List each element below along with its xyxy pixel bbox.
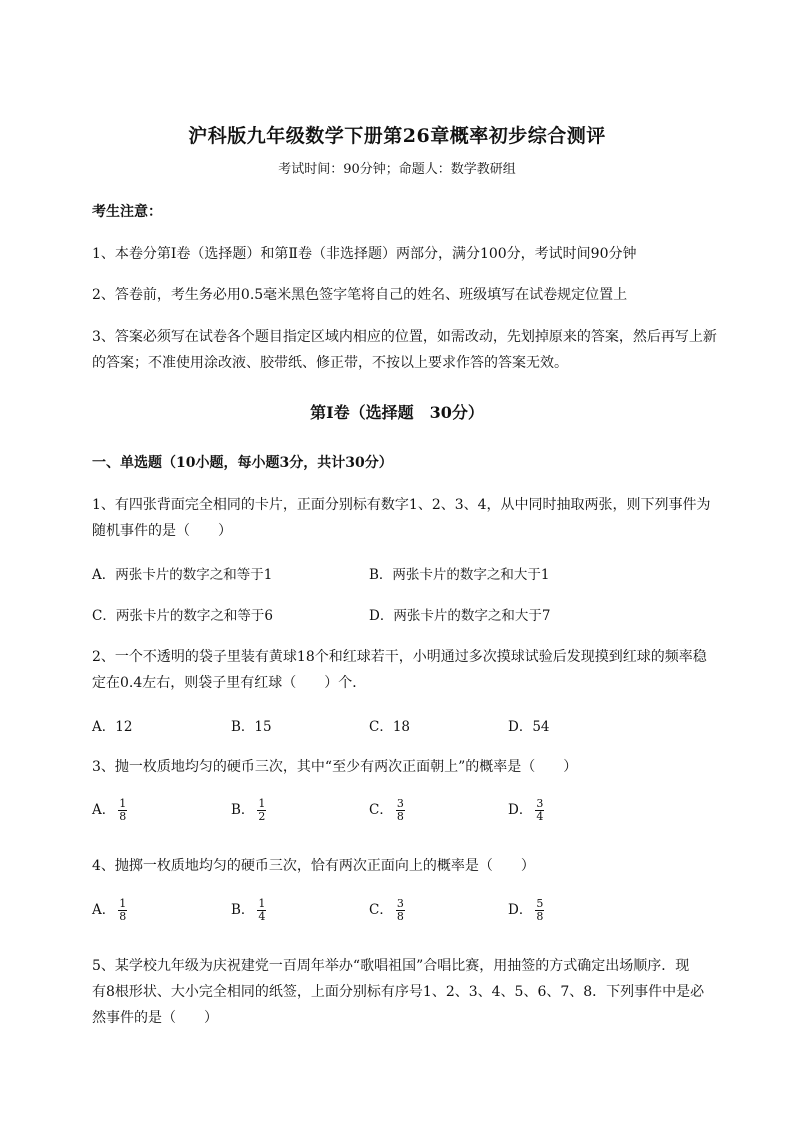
q3-option-c-label: C． xyxy=(369,802,393,818)
q3-option-a xyxy=(92,798,127,823)
fraction xyxy=(257,798,266,823)
q3-option-c xyxy=(369,798,405,823)
q2-option-c: C．18 xyxy=(369,719,411,735)
fraction-denominator: 2 xyxy=(258,810,266,823)
q5-stem: 5、某学校九年级为庆祝建党一百周年举办“歌唱祖国”合唱比赛，用抽签的方式确定出场顺序．现 xyxy=(92,958,690,974)
q4-option-b xyxy=(231,898,266,923)
page-title: 沪科版九年级数学下册第26章概率初步综合测评 xyxy=(188,125,606,147)
fraction-denominator: 8 xyxy=(536,910,544,923)
q4-option-a xyxy=(92,898,127,923)
section-title: 第I卷（选择题 30分） xyxy=(310,403,484,422)
q2-option-a: A．12 xyxy=(92,719,133,735)
fraction-denominator: 8 xyxy=(119,810,127,823)
fraction xyxy=(535,798,544,823)
q4-option-b-label: B． xyxy=(231,902,255,918)
q4-option-a-label: A． xyxy=(92,902,116,918)
q1-option-a: A．两张卡片的数字之和等于1 xyxy=(92,567,273,583)
q4-option-c xyxy=(369,898,405,923)
fraction xyxy=(396,798,405,823)
notice-item-3-cont: 的答案；不准使用涂改液、胶带纸、修正带，不按以上要求作答的答案无效。 xyxy=(92,355,568,371)
q3-option-b xyxy=(231,798,266,823)
fraction-denominator: 4 xyxy=(536,810,544,823)
q4-option-d-label: D． xyxy=(508,902,533,918)
q4-option-d xyxy=(508,898,544,923)
q3-option-a-label: A． xyxy=(92,802,116,818)
q2-option-d: D．54 xyxy=(508,719,550,735)
q1-option-c: C．两张卡片的数字之和等于6 xyxy=(92,608,273,624)
fraction-numerator: 1 xyxy=(258,797,266,810)
q1-option-b: B．两张卡片的数字之和大于1 xyxy=(369,567,550,583)
q2-option-b: B．15 xyxy=(231,719,272,735)
q3-option-b-label: B． xyxy=(231,802,255,818)
notice-item-3: 3、答案必须写在试卷各个题目指定区域内相应的位置，如需改动，先划掉原来的答案，然后再写上新 xyxy=(92,329,717,345)
q1-stem-cont: 随机事件的是（ ） xyxy=(92,523,232,539)
fraction-numerator: 3 xyxy=(396,897,404,910)
notice-item-2: 2、答卷前，考生务必用0.5毫米黑色签字笔将自己的姓名、班级填写在试卷规定位置上 xyxy=(92,287,628,303)
exam-info: 考试时间：90分钟；命题人：数学教研组 xyxy=(278,162,516,177)
fraction xyxy=(257,898,266,923)
q5-stem-cont: 有8根形状、大小完全相同的纸签，上面分别标有序号1、2、3、4、5、6、7、8．下列事件中是必 xyxy=(92,984,705,1000)
q2-stem: 2、一个不透明的袋子里装有黄球18个和红球若干，小明通过多次摸球试验后发现摸到红球的频率稳 xyxy=(92,649,707,665)
notice-heading: 考生注意： xyxy=(92,204,162,220)
q4-option-c-label: C． xyxy=(369,902,393,918)
q2-stem-cont: 定在0.4左右，则袋子里有红球（ ）个． xyxy=(92,675,367,691)
fraction-denominator: 8 xyxy=(396,810,404,823)
fraction-numerator: 1 xyxy=(119,897,127,910)
fraction xyxy=(396,898,405,923)
fraction-numerator: 1 xyxy=(119,797,127,810)
fraction-denominator: 8 xyxy=(396,910,404,923)
fraction xyxy=(118,798,127,823)
q4-stem: 4、抛掷一枚质地均匀的硬币三次，恰有两次正面向上的概率是（ ） xyxy=(92,858,535,874)
q5-stem-cont-2: 然事件的是（ ） xyxy=(92,1010,218,1026)
fraction xyxy=(535,898,544,923)
fraction-numerator: 5 xyxy=(536,897,544,910)
fraction-denominator: 4 xyxy=(258,910,266,923)
fraction-numerator: 3 xyxy=(396,797,404,810)
notice-item-1: 1、本卷分第I卷（选择题）和第Ⅱ卷（非选择题）两部分，满分100分，考试时间90分钟 xyxy=(92,246,637,262)
q1-stem: 1、有四张背面完全相同的卡片，正面分别标有数字1、2、3、4，从中同时抽取两张，则下列事件为 xyxy=(92,497,711,513)
part-heading: 一、单选题（10小题，每小题3分，共计30分） xyxy=(92,455,393,471)
fraction-denominator: 8 xyxy=(119,910,127,923)
fraction-numerator: 1 xyxy=(258,897,266,910)
q3-stem: 3、抛一枚质地均匀的硬币三次，其中“至少有两次正面朝上”的概率是（ ） xyxy=(92,759,578,775)
q1-option-d: D．两张卡片的数字之和大于7 xyxy=(369,608,551,624)
q3-option-d xyxy=(508,798,544,823)
fraction-numerator: 3 xyxy=(536,797,544,810)
fraction xyxy=(118,898,127,923)
q3-option-d-label: D． xyxy=(508,802,533,818)
